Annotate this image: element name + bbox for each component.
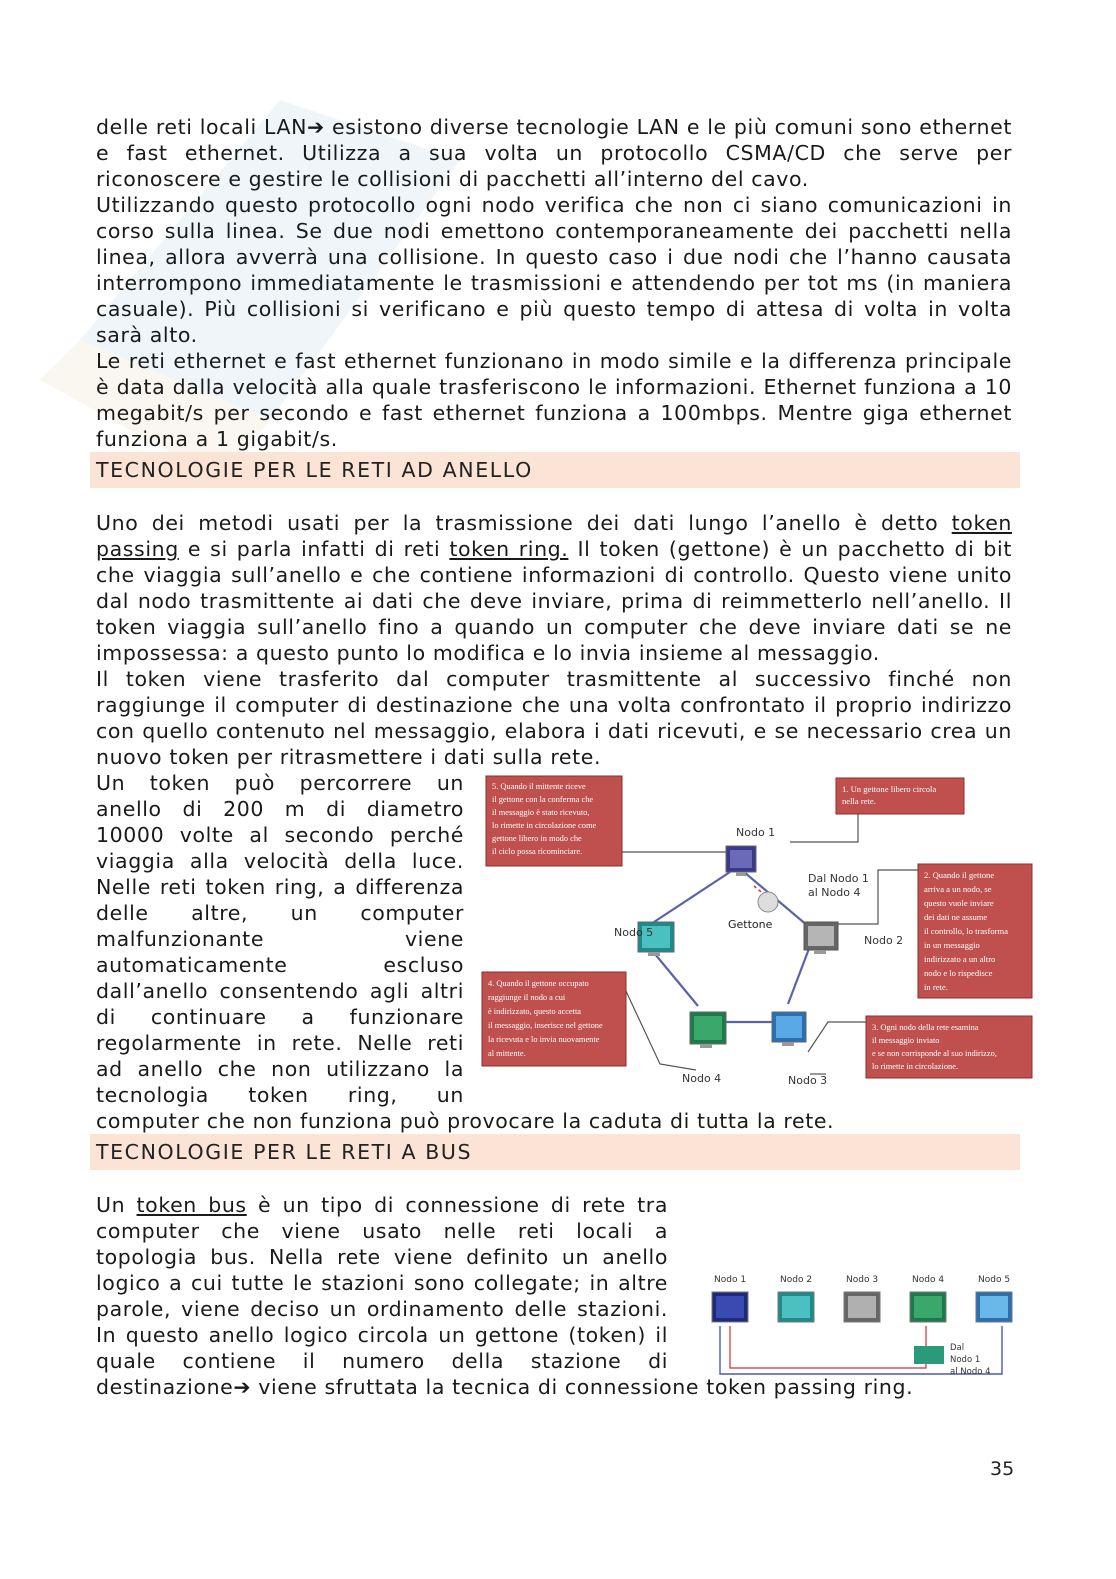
- svg-text:dei dati ne assume: dei dati ne assume: [924, 912, 988, 922]
- term-token-ring: token ring.: [449, 537, 569, 561]
- svg-text:e se non corrisponde al suo in: e se non corrisponde al suo indirizzo,: [872, 1049, 997, 1058]
- heading-bus: TECNOLOGIE PER LE RETI A BUS: [90, 1134, 1020, 1170]
- bus-node5-label: Nodo 5: [978, 1275, 1011, 1285]
- page-number: 35: [990, 1458, 1015, 1480]
- svg-text:il controllo, lo trasforma: il controllo, lo trasforma: [924, 926, 1009, 936]
- node4-label: Nodo 4: [682, 1072, 722, 1085]
- svg-text:4. Quando il gettone occupato: 4. Quando il gettone occupato: [488, 979, 589, 988]
- node5-label: Nodo 5: [614, 926, 654, 939]
- svg-text:questo vuole inviare: questo vuole inviare: [924, 898, 994, 908]
- svg-text:il gettone con la conferma che: il gettone con la conferma che: [492, 795, 594, 804]
- paragraph-ethernet: Le reti ethernet e fast ethernet funzionano in modo simile e la differenza principale è data dalla velocità alla quale trasferiscono le informazioni. Ethernet funziona a 10 megabit/s per secondo e fast ethernet funziona a 100mbps. Mentre giga ethernet funziona a 1 gigabit/s.: [96, 349, 1012, 451]
- svg-text:gettone libero in modo che: gettone libero in modo che: [492, 834, 582, 843]
- term-token-passing: token passing: [96, 511, 1012, 561]
- svg-text:5. Quando il mittente riceve: 5. Quando il mittente riceve: [492, 782, 586, 791]
- svg-text:2. Quando il gettone: 2. Quando il gettone: [924, 870, 995, 880]
- token-label: Gettone: [728, 918, 773, 931]
- page-content: [96, 114, 1012, 1400]
- bus-node1-label: Nodo 1: [714, 1275, 747, 1285]
- bus-note-3: al Nodo 4: [950, 1367, 991, 1377]
- svg-text:il messaggio inviato: il messaggio inviato: [872, 1036, 940, 1045]
- paragraph-token-bus-intro: Un token bus è un tipo di connessione di rete tra computer che viene usato nelle reti locali a topologia bus. Nella rete viene definito un anello logico a cui tutte le stazioni sono collegate; in altre parole, viene deciso un ordinamento delle stazioni. In questo anello logico circola un gettone (token) il quale contiene il numero della stazione di destinazione➔ viene sfruttata la tecnica di connessione token passing ring.: [96, 1193, 914, 1399]
- bus-node3-label: Nodo 3: [846, 1275, 879, 1285]
- node2-computer: [804, 922, 838, 954]
- svg-text:arriva a un nodo, se: arriva a un nodo, se: [924, 884, 992, 894]
- term-token-bus: token bus: [136, 1193, 247, 1217]
- node3-computer: [772, 1012, 806, 1046]
- from-to-line2: al Nodo 4: [808, 886, 861, 899]
- paragraph-csma: Utilizzando questo protocollo ogni nodo verifica che non ci siano comunicazioni in corso sulla linea. Se due nodi emettono contemporaneamente dei pacchetti nella linea, allora avverrà una collisione. In questo caso i due nodi che l’hanno causata interrompono immediatamente le trasmissioni e attendendo per tot ms (in maniera casuale). Più collisioni si verificano e più questo tempo di attesa di volta in volta sarà alto.: [96, 193, 1012, 347]
- svg-text:lo rimette in circolazione com: lo rimette in circolazione come: [492, 821, 597, 830]
- svg-text:raggiunge il nodo a cui: raggiunge il nodo a cui: [488, 993, 566, 1002]
- paragraph-token-ring-speed: Un token può percorrere un anello di 200 m di diametro 10000 volte al secondo perché viaggia alla velocità della luce. Nelle reti token ring, a differenza delle altre, un computer malfunzionante viene automaticamente escluso dall’anello consentendo agli altri di continuare a funzionare regolarmente in rete. Nelle reti ad anello che non utilizzano la tecnologia token ring, un computer che non funziona può provocare la caduta di tutta la rete.: [96, 771, 835, 1133]
- bus-note-1: Dal: [950, 1343, 965, 1353]
- callout-box-4: [482, 972, 626, 1066]
- svg-text:al mittente.: al mittente.: [488, 1049, 526, 1058]
- node1-label: Nodo 1: [736, 826, 776, 839]
- node1-computer: [726, 846, 756, 876]
- token-ring-diagram: [478, 774, 1034, 1086]
- node2-label: Nodo 2: [864, 934, 904, 947]
- callout-box-1: [836, 778, 964, 814]
- paragraph-token-transfer: Il token viene trasferito dal computer trasmittente al successivo finché non raggiunge il computer di destinazione che una volta confrontato il proprio indirizzo con quello contenuto nel messaggio, elabora i dati ricevuti, e se necessario crea un nuovo token per ritrasmettere i dati sulla rete.: [96, 667, 1012, 769]
- from-to-line1: Dal Nodo 1: [808, 872, 869, 885]
- paragraph-lan: delle reti locali LAN➔ esistono diverse tecnologie LAN e le più comuni sono ethernet e fast ethernet. Utilizza a sua volta un protocollo CSMA/CD che serve per riconoscere e gestire le collisioni di pacchetti all’interno del cavo.: [96, 115, 1012, 191]
- svg-text:lo rimette in circolazione.: lo rimette in circolazione.: [872, 1062, 959, 1071]
- token-bus-diagram: [706, 1266, 1026, 1384]
- paragraph-token-passing: Uno dei metodi usati per la trasmissione dei dati lungo l’anello è detto token passing e si parla infatti di reti token ring. Il token (gettone) è un pacchetto di bit che viaggia sull’anello e che contiene informazioni di controllo. Questo viene unito dal nodo trasmittente ai dati che deve inviare, prima di reimmetterlo nell’anello. Il token viaggia sull’anello fino a quando un computer che deve inviare dati se ne impossessa: a questo punto lo modifica e lo invia insieme al messaggio.: [96, 511, 1012, 665]
- bus-note-2: Nodo 1: [950, 1355, 981, 1365]
- svg-text:è indirizzato, questo accetta: è indirizzato, questo accetta: [488, 1007, 582, 1016]
- svg-text:nella rete.: nella rete.: [842, 796, 876, 806]
- svg-text:il ciclo possa ricominciare.: il ciclo possa ricominciare.: [492, 847, 583, 856]
- node4-computer: [690, 1012, 726, 1048]
- svg-text:in rete.: in rete.: [924, 982, 948, 992]
- callout-box-2: [918, 864, 1032, 998]
- svg-text:in un messaggio: in un messaggio: [924, 940, 980, 950]
- bus-node2-label: Nodo 2: [780, 1275, 813, 1285]
- bus-node4-label: Nodo 4: [912, 1275, 945, 1285]
- bus-computers: [712, 1292, 1012, 1322]
- svg-text:il messaggio, inserisce nel ge: il messaggio, inserisce nel gettone: [488, 1021, 603, 1030]
- heading-ring: TECNOLOGIE PER LE RETI AD ANELLO: [90, 452, 1020, 488]
- callout-box-5: [486, 776, 622, 866]
- svg-text:3. Ogni nodo della rete esamin: 3. Ogni nodo della rete esamina: [872, 1023, 979, 1032]
- svg-text:la ricevuta e lo invia nuovame: la ricevuta e lo invia nuovamente: [488, 1035, 600, 1044]
- svg-text:1. Un gettone libero circola: 1. Un gettone libero circola: [842, 784, 937, 794]
- svg-text:nodo e lo rispedisce: nodo e lo rispedisce: [924, 968, 993, 978]
- svg-text:indirizzato a un altro: indirizzato a un altro: [924, 954, 996, 964]
- callout-box-3: [866, 1016, 1032, 1078]
- node3-label: Nodo 3: [788, 1074, 828, 1086]
- svg-text:il messaggio è stato ricevuto,: il messaggio è stato ricevuto,: [492, 808, 590, 817]
